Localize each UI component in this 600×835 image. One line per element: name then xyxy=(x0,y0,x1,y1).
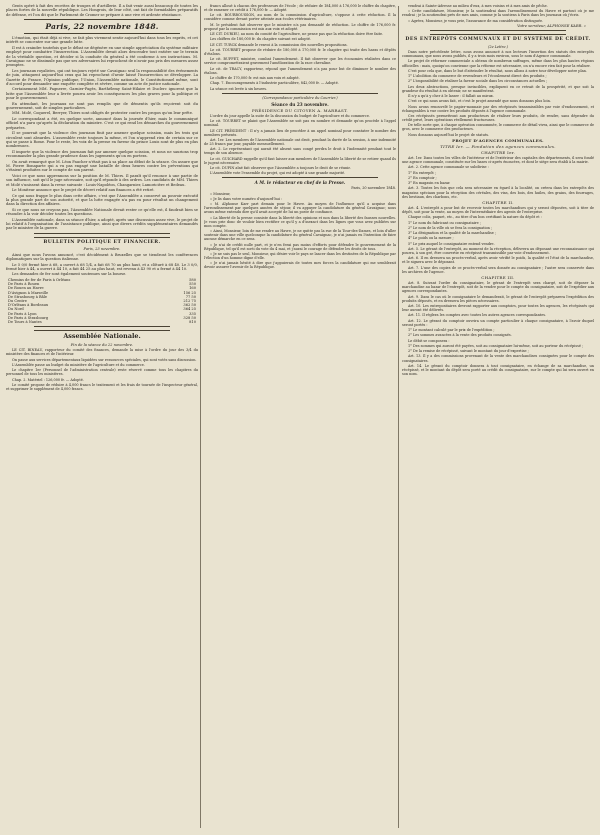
paragraph: Chap. 2. Matériel : 126,000 fr. — Adopté. xyxy=(12,377,84,382)
paragraph: Le chiffre de 170,000 fr. est mis aux voix et adopté. xyxy=(210,76,300,81)
paragraph: Chap. 7. Encouragements à l'industrie particulière, 842,000 fr. — Adopté. xyxy=(210,81,339,86)
project-title: PROJET D'AGENCES COMMUNALES. xyxy=(452,137,544,143)
paragraph: Voici ce que nous apprennons sur la position de M. Thiers. Il paraît qu'il renonce à une partie de son influence, soit qu'il le juge nécessaire, soit qu'il réponde à des ordres. Les candidats de MM. Thiers et Molé s'unissent dans la revue suivante : Louis-Napoléon, Changarnier, Lamoricière et Bedeau. xyxy=(6,173,198,187)
table-cell: D'Avignon à Marseille xyxy=(8,290,49,295)
paragraph: Art. 2. Le représentant qui aurait été absent sans congé perdra le droit à l'indemnité pendant tout le temps de son absence. xyxy=(204,147,396,156)
paragraph: Les journaux royalistes, qui ont toujours rejeté sur Cavaignac seul la responsabilité des événements de juin, attaquent aujourd'hui ceux qui lui reprochent d'avoir laissé l'insurrection se développer. La Gazette de France, l'Opinion publique, l'Union, l'Assemblée nationale, le Constitutionnel même, sont d'accord pour demander une enquête complète et sévère, comme un acte de justice nationale. xyxy=(6,68,198,86)
paragraph: 2° L'impossibilité de réaliser la faveur sociale dans les circonstances actuelles ; xyxy=(408,79,548,84)
paragraph: Le cit. TOURRET se plaint que l'Assemblée ne soit pas en nombre et demande qu'on procède à l'appel nominal. xyxy=(204,119,396,128)
article: Art. 5. Le gérant de l'entrepôt, au moment de la réception, délivrera au déposant une reconnaissance qui pourra, à son gré, être convertie en récépissé transmissible par voie d'endossement. xyxy=(402,247,594,256)
table-cell: 328 50 xyxy=(183,315,196,320)
table-cell: 550 xyxy=(189,282,196,287)
paragraph: Le cit. TOURRET propose de réduire de 180,000 à 170,000 fr. le chapitre qui traite des haras et dépôts d'étalons. xyxy=(204,47,396,57)
paragraph: L'Assemblée vote l'ensemble du projet, qui est adopté à une grande majorité. xyxy=(210,171,346,176)
article: 2° Les sommes avancées à la vente des produits consignés. xyxy=(408,333,512,338)
column-2 xyxy=(204,4,396,832)
paragraph: « Agréez, Monsieur, je vous prie, l'assurance de ma considération distinguée. xyxy=(408,18,544,23)
chapter-heading: CHAPITRE III. xyxy=(481,275,515,281)
article: Art. 7. L'une des copies de ce procès-verbal sera donnée au consignataire ; l'autre sera conservée dans les archives de l'agence. xyxy=(402,265,594,274)
paragraph: Le cit. DUPIN aîné fait observer que l'Assemblée a toujours le droit de se réunir. xyxy=(210,166,351,170)
paragraph: Il se pourrait que la violence des journaux finit par amener quelque scission, mais les trois qui circulent sont absurdes. L'assemblée reste toujours la même, et l'on n'apprend rien de certain sur ce qui se passe à Rome. Pour le reste, les voix de la presse en faveur du prince Louis sont de plus en plus nombreuses. xyxy=(6,131,198,149)
article: 1° En entrepôt ; xyxy=(408,170,437,175)
article: 3° En magasin en bazar. xyxy=(408,181,451,186)
paragraph: Le cit. BUFFET, ministre, combat l'amendement. Il fait observer que les économies réalisées dans ce service compromettraient gravement l'amélioration de la race chevaline. xyxy=(204,57,396,66)
article: Chaque colis, paquet, etc., au titre d'un bon certifiant la nature du dépôt et : xyxy=(408,215,542,220)
table-cell: 580 xyxy=(189,277,196,282)
paragraph: Ce qui nous frappe le plus dans cette affaire, c'est que l'Assemblée a conservé au pouvoir exécutif la plus grande part de son autorité, et que la lutte engagée n'a pas eu pour résultat un changement dans la direction des affaires. xyxy=(6,193,198,207)
paragraph: francs alloué à chacun des professeurs de l'école ; de réduire de 184,000 à 176,000 le chiffre du chapitre, et de ramener ce crédit à 176,000 fr. — Adopté. xyxy=(204,4,396,13)
paragraph: Certainement MM. Pagnerre, Garnier-Pagès, Barthélemy Saint-Hilaire et Duclerc ignorent que la lutte que l'Assemblée leur a livrée pourra avoir les conséquences les plus graves pour la politique et pour le gouvernement. xyxy=(6,87,198,101)
double-divider xyxy=(34,233,170,238)
paragraph: LE CIT. PRÉSIDENT : Il n'y a jamais lieu de procéder à un appel nominal pour constater le nombre des membres présents. xyxy=(204,128,396,137)
paragraph: Le cit. BOURBOUSSON, au nom de la commission d'agriculture, s'oppose à cette réduction. Il la considère comme devant porter atteinte aux écoles vétérinaires. xyxy=(204,13,396,22)
paragraph: De telle sorte que, à chaque opération consommée, le commerce de détail vivra, ainsi que le commerce de gros, avec le commerce des producteurs. xyxy=(402,123,594,132)
paragraph: L'émotion, qui était déjà si vive, se fait plus vivement sentir aujourd'hui dans tous les esprits, et cet intérêt se concentre sur une grande lutte. xyxy=(6,36,198,45)
article: 2° De la remise de récépissé, suivant le montant du jour d'expertise ; xyxy=(408,349,529,354)
paragraph: Ainsi que nous l'avons annoncé, c'est décidément à Bruxelles que se tiendront les conférences diplomatiques sur la question italienne. xyxy=(6,252,198,262)
article: Art. 10. Les entrepositaires devront rapporter aux comptoirs, pour toutes les agences, les récépissés qui leur auront été délivrés. xyxy=(402,303,594,313)
correspondence-note: (Correspondance particulière du Courrier.) xyxy=(262,95,338,100)
paragraph: LE CIT. TURCK demande le renvoi à la commission des nouvelles propositions. xyxy=(210,42,348,47)
column-rule xyxy=(200,6,201,828)
article: Art. 8. Suivant l'ordre du consignataire, le gérant de l'entrepôt sera chargé, soit de déposer la marchandise au bazar de l'entrepôt, soit de la vendre pour le compte du consignataire, soit de l'expédier aux agences correspondantes. xyxy=(402,281,594,294)
table-cell: Chemins de fer de Paris à Orléans xyxy=(8,277,71,282)
table-cell: De Paris à Lyon xyxy=(8,311,37,316)
article: Art. 11. Il réglera les comptes avec toutes les autres agences correspondantes. xyxy=(408,313,547,318)
paragraph: « Je lis dans votre numéro d'aujourd'hui : xyxy=(210,196,283,201)
divider xyxy=(222,93,378,94)
divider xyxy=(24,33,180,34)
article: 1° Le montant calculé par le prix de l'expédition ; xyxy=(408,328,495,332)
paragraph: LE CIT. BINEAU, rapporteur du comité des finances, demande la mise à l'ordre du jour des 3/4 du ministère des finances et de l'intérieur. xyxy=(6,348,198,357)
table-row xyxy=(6,320,198,324)
table-cell: De Rouen au Havre xyxy=(8,286,44,291)
paragraph: vendrai à Sainte-Adresse au milieu d'eux, à mes voisins et à mes amis de pêche. xyxy=(408,4,548,8)
article: Le débit se composera : xyxy=(408,338,450,343)
article: 4° Le poids ou la mesure ; xyxy=(408,236,454,241)
divider xyxy=(24,19,180,20)
divider xyxy=(222,177,378,178)
paragraph: Nous donnons aujourd'hui le projet de statuts. xyxy=(408,132,490,137)
column-1 xyxy=(6,4,198,832)
paragraph: Les chiffres de 180,000 fr. du chapitre suivant est adopté. xyxy=(210,37,311,42)
paragraph: Si ce que nous ne croyons pas, l'Assemblée Nationale devait rester ce qu'elle est, il faudrait bien se résoudre à la voir décider toutes les questions. xyxy=(6,207,198,217)
article: 5° Le prix auquel le consignataire entend vendre. xyxy=(408,241,495,246)
table-cell: 212 75 xyxy=(183,298,196,303)
paragraph: Il n'y a qu'à y cher à le lasser : il fallait au mieux. xyxy=(408,94,494,98)
paragraph: « M. Alphonse Karr part demain pour le Havre. Au moyen de l'influence qu'il a acquise dans l'arrondissement par quelques années de séjour, il va appuyer la candidature du général Cavaignac; nous avons même entendu dire qu'il avait accepté de lui un poste de confiance. xyxy=(204,202,396,215)
chapter-heading: CHAPITRE II. xyxy=(482,199,514,205)
paragraph: Il importe que la violence des journaux fait par amener quelque scission, et nous ne saurions trop recommander la plus grande prudence dans les jugements qu'on en portera. xyxy=(6,149,198,159)
article: Art. 3. Toutes les fois que cela sera nécessaire en égard à la localité, on créera dans les entrepôts des magasins spéciaux pour la réception des céréales, des vins, des bois, des huiles, des grains, des fourrages, des bestiaux, des charbons, etc. xyxy=(402,186,594,199)
table-cell: De Paris à Rouen xyxy=(8,282,40,287)
paragraph: « Ainsi, Monsieur, loin de me rendre au Havre, je ne quitte pas la rue de la Tour-des-Dames, et loin d'aller soutenir dans une ville quelconque la candidature du général Cavaignac, je n'ai jamais eu l'intention de faire aucune démarche en ce sens. xyxy=(204,229,396,242)
paragraph: Le correspondant a été, en quelque sorte, annoncé dans la journée d'hier, mais le communiqué officiel n'a paru qu'après la déclaration du ministre. C'est ce qui rend les démarches du gouvernement préparées. xyxy=(6,117,198,130)
signature: Votre serviteur, ALPHONSE KARR. » xyxy=(517,23,586,28)
paragraph: L'Assemblée passe au budget du ministère de l'agriculture et du commerce. xyxy=(12,362,145,367)
table-cell: 335 xyxy=(189,311,196,316)
article: Art. 12. Le gérant du comptoir ouvrira un compte particulier à chaque consignataire, à l'avoir duquel seront portés : xyxy=(402,318,594,327)
letter-title: A M. le rédacteur en chef de la Presse. xyxy=(254,180,346,186)
table-cell: 364 25 xyxy=(183,307,196,312)
paragraph: On passe aux services départementaux liquidées sur ressources spéciales, qui sont votés sans discussion. xyxy=(12,357,197,362)
double-divider xyxy=(34,326,170,331)
paragraph: C'est pour cela que, dans le but d'atteindre le résultat, nous allons à notre tour développer notre plan. xyxy=(408,68,587,73)
chapter-heading: CHAPITRE Ier. xyxy=(480,149,516,155)
article: Art. 1er. Dans toutes les villes de l'intérieur et de l'extérieur des capitales des départements, il sera fondé une agence communale, constituée sur les bases ci-après énoncées, et dont le siège sera établi à la mairie. xyxy=(402,155,594,165)
table-cell: Du Nord xyxy=(8,307,24,312)
paragraph: Art. 1er. Les membres de l'Assemblée nationale ont droit, pendant la durée de la session, à une indemnité de 25 francs par jour, payable mensuellement. xyxy=(204,137,396,146)
table-cell: 156 25 xyxy=(183,290,196,295)
dateline: Paris, 22 novembre 1848. xyxy=(45,22,159,32)
title-heading: TITRE Ier. — Fondation des agences communales. xyxy=(440,143,556,149)
paragraph: 1° L'abolition du commerce de revendeurs et l'écoulement direct des produits ; xyxy=(408,74,547,79)
table-cell: Du Centre xyxy=(8,298,27,303)
paragraph: LE CIT. DURIEU, au nom du comité de l'agriculture, ne pense pas que la réduction doive être faite. xyxy=(210,32,384,37)
table-cell: De Strasbourg à Bâle xyxy=(8,294,48,299)
bulletin-date: Paris, 23 novembre. xyxy=(83,247,121,252)
article: Art. 14. Le gérant du comptoir donnera à tout consignataire, en échange de sa marchandise, un récépissé, et le montant du dépôt sera porté au crédit du consignataire, sur le compte qui lui sera ouvert en son nom. xyxy=(402,363,594,376)
paragraph: Le comité propose de réduire à 4,000 francs le traitement et les frais de tournée de l'inspecteur général, et supprimer le supplément de 4,000 francs. xyxy=(6,382,198,391)
paragraph: Le projet de réformer commerciale a obtenu de nombreux suffrages, même dans les plus hautes régions officielles : mais, quoiqu'on convienne que la réforme est nécessaire, on n'a encore rien fait pour la réaliser. xyxy=(402,59,594,68)
paragraph: L'Assemblée nationale, dans sa séance d'hier, a adopté, après une discussion assez vive, le projet de loi relatif à l'organisation de l'assistance publique, ainsi que divers crédits supplémentaires demandés par le ministre de la guerre. xyxy=(6,217,198,231)
column-3 xyxy=(402,4,594,832)
salutation: « Monsieur, xyxy=(210,191,231,196)
paragraph: Gents opéré à fait des recettes de troupes et d'artillerie. Il a fait venir aussi beaucoup de toutes les places fortes de la nouvelle république. Les Hongrois, de leur côté, ont fait de formidables préparatifs de défense, et l'on dit que le Parlement de Cromer se prépare à une vive et ardente résistance. xyxy=(6,4,198,17)
article: Art. 4. L'entrepôt a pour but de recevoir toutes les marchandises qui y seront déposées, soit à titre de dépôt, soit pour la vente, au moyen de l'intermédiaire des agents de l'entreprise. xyxy=(402,205,594,215)
article: Art. 2. Cette agence communale se subdivise : xyxy=(408,165,489,170)
paragraph: « Je n'ai jamais hésité à dire que j'appuierais de toutes mes forces la candidature qui me semblerait devoir assurer l'avenir de la République. xyxy=(204,261,396,270)
table-cell: D'Orléans à Bordeaux xyxy=(8,303,48,308)
table-cell: 160 xyxy=(189,286,196,291)
paragraph: Le chapitre 1er (Personnel de l'administration centrale) reste réservé comme tous les chapitres du personnel de tous les ministères. xyxy=(6,368,198,377)
section-title: DES ENTREPÔTS COMMUNAUX ET DU SYSTÈME DE CRÉDIT. xyxy=(405,37,591,43)
paragraph: « Je n'ai de crédit nulle part, et je n'en ferai pas moins d'efforts pour défendre le gouvernement de la République, tel qu'il est sorti du vote du 4 mai, et j'aurai le courage de défendre les droits de tous. xyxy=(204,242,396,251)
paragraph: On avait remarqué que M. Léon Faucher n'était pas à sa place au début de la séance. On assure que M. Pierre Bonaparte qui a vu pas engagé une bataille de deux heures contre les préventions qui s'étaient produites sur le compte de son parent. xyxy=(6,159,198,173)
table-cell: De Tours à Nantes xyxy=(8,320,42,324)
session-date: Séance du 23 novembre. xyxy=(271,101,329,107)
table-cell: De Paris à Strasbourg xyxy=(8,315,49,320)
paragraph: Les demandes de fer sont également soutenues sur la bourse. xyxy=(12,272,127,277)
article: Art. 6. Il en dressera un procès-verbal, après avoir vérifié le poids, la qualité et l'état de la marchandise, et le signera avec le déposant. xyxy=(402,256,594,265)
paragraph: L'ordre du jour appelle la suite de la discussion du budget de l'agriculture et du commerce. xyxy=(210,113,370,118)
letter-date: Paris, 20 novembre 1848. xyxy=(351,186,396,191)
paragraph: Nous avons renouvelé le papier-monnaie par des récépissés transmissibles par voie d'endossement, et échangeables à vue contre les produits déposés à l'agence communale. xyxy=(402,104,594,113)
railway-stock-table xyxy=(6,278,198,324)
paragraph: MM. Molé, Coquerel, Berryer, Thiers sont obligés de protester contre les propos qu'on leur prête. xyxy=(12,111,194,116)
article: Art. 9. Dans le cas où le consignataire le demanderait, le gérant de l'entrepôt préparera l'expédition des produits déposés, et en dressera les pièces nécessaires. xyxy=(402,294,594,303)
paragraph: M. le président fait observer que le ministre n'a pas demandé de réduction. Le chiffre de 176,000 fr. proposé par la commission est mis aux voix et adopté. xyxy=(204,22,396,31)
table-cell: 362 50 xyxy=(183,303,196,308)
table-cell: 77 50 xyxy=(185,294,196,299)
paragraph: « Cette candidature, Monsieur, je la soutiendrai dans l'arrondissement du Havre et partout où je me rendrai ; je la soutiendrai près de mes amis, comme je la soutiens à Paris dans les journaux où j'écris. xyxy=(402,9,594,18)
bulletin-title: BULLETIN POLITIQUE ET FINANCIER. xyxy=(43,239,161,245)
table-cell: 810 xyxy=(189,320,196,324)
article: 1° Le nom du fabricant ou consignataire ; xyxy=(408,220,481,225)
double-divider xyxy=(430,30,566,35)
paragraph: Dans notre précédente lettre, nous avons annoncé à nos lecteurs l'insertion des statuts des entrepôts communaux, que nous avons publiés, il y a trois mois environ, sous le nom d'Agence communale. xyxy=(402,50,594,59)
paragraph: C'est ce qui nous avons fait, et c'est le projet amendé que nous donnons plus loin. xyxy=(408,99,551,104)
paragraph: « La liberté de la presse consiste dans la liberté des opinions et non dans la liberté des fausses nouvelles. Je vous prie donc de vouloir bien rectifier ce qu'il y a d'inexact dans les lignes que vous avez publiées sur mon compte. xyxy=(204,215,396,228)
article: 1° Des sommes qui auront été payées, soit au consignataire lui-même, soit au porteur du récépissé ; xyxy=(408,343,584,348)
paragraph: Le Moniteur annonce que le projet de décret relatif aux finances a été retiré. xyxy=(12,188,155,193)
paragraph: La séance est levée à six heures. xyxy=(210,86,268,91)
assembly-title: Assemblée Nationale. xyxy=(63,332,141,341)
paragraph: « Je ne suis pas le seul, Monsieur, qui désire voir le pays se lancer dans les destinées de la République par l'élection d'un homme digne d'elle. xyxy=(204,252,396,261)
paragraph: Le cit. de TRACY, rapporteur, répond que l'amendement n'a pas pour but de diminuer le nombre des étalons. xyxy=(204,66,396,75)
article: 2° En comptoir ; xyxy=(408,175,437,180)
section-subtitle: (2e Lettre.) xyxy=(488,44,508,49)
paragraph: En attendant, les journaux ne sont pas remplis que de démentis qu'ils reçoivent soit du gouvernement, soit de simples particuliers. xyxy=(6,101,198,110)
column-rule xyxy=(398,6,399,828)
assembly-subtitle: Fin de la séance du 22 novembre. xyxy=(70,342,134,347)
paragraph: Il est à craindre toutefois que le débat ne dégénère en une simple appréciation du système militaire employé pour combattre l'insurrection. L'Assemblée devait alors descendre tout entière sur le terrain de la véritable question, et décider si la conduite du général a été conforme à ses instructions. M. Cavaignac ne se dissimule pas que ses adversaires lui reprochent de n'avoir pas pris des mesures assez promptes. xyxy=(6,45,198,68)
article: 3° La désignation et la qualité de la marchandise ; xyxy=(408,231,497,236)
paragraph: Le cit. GUICHARD rappelle qu'il faut laisser aux membres de l'Assemblée la liberté de se retirer quand ils le jugent nécessaire. xyxy=(204,156,396,165)
paragraph: Le 5 0/0 fermé hier à 68, a ouvert à 68 1/4, a fait 68 70 au plus haut, et a clôturé à 68 40. Le 3 0/0, fermé hier à 44, a ouvert à 44 10, a fait 44 25 au plus haut, est revenu à 43 90 et a fermé à 44 10. xyxy=(6,262,198,271)
article: 2° Le nom de la ville où se fera la consignation ; xyxy=(408,225,493,230)
article: Art. 13. Il y a des commissions provenant de la vente des marchandises consignées pour le compte des consignataires. xyxy=(402,354,594,363)
paragraph: Les deux abstractions, presque invincibles, expliquent en ce retrait de la prospérité, et que soit la grandeur du résultat à en obtenir, ne se manifestent. xyxy=(402,84,594,93)
presidency-line: PRÉSIDENCE DU CITOYEN A. MARRAST. xyxy=(252,107,348,113)
paragraph: Ces récépissés permettront aux producteurs de réaliser leurs produits, de rendre, sans dépendre du crédit privé, leurs opérations réellement fructueuses. xyxy=(402,113,594,123)
